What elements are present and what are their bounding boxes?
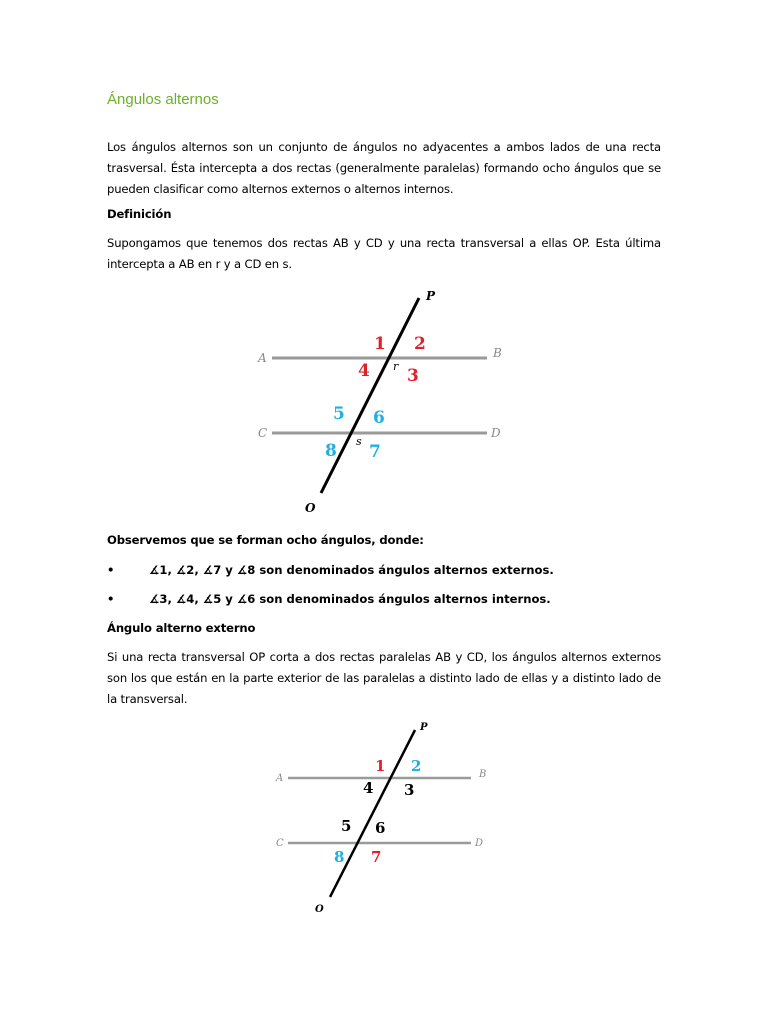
- point-p-label: P: [426, 289, 436, 303]
- angle-1-label: 1: [374, 334, 386, 354]
- angle-5-label-2: 5: [341, 817, 352, 835]
- angle-6-label: 6: [373, 408, 385, 428]
- angle-4-label: 4: [358, 361, 370, 381]
- angle-8-label-2: 8: [334, 848, 345, 866]
- external-heading: Ángulo alterno externo: [107, 621, 256, 635]
- angle-8-label: 8: [325, 441, 337, 461]
- observe-heading: Observemos que se forman ocho ángulos, donde:: [107, 533, 424, 547]
- point-b-label-2: B: [479, 769, 487, 780]
- definition-heading: Definición: [107, 207, 172, 221]
- angle-2-label-2: 2: [411, 757, 422, 775]
- point-d-label-2: D: [475, 838, 484, 849]
- angle-5-label: 5: [333, 404, 345, 424]
- point-s-label: s: [356, 435, 362, 448]
- point-c-label-2: C: [276, 838, 284, 849]
- bullet-text: ∡3, ∡4, ∡5 y ∡6 son denominados ángulos alternos internos.: [149, 592, 551, 606]
- bullet-item: [107, 560, 554, 581]
- bullet-text: ∡1, ∡2, ∡7 y ∡8 son denominados ángulos alternos externos.: [149, 563, 554, 577]
- transversal-op-2: [330, 730, 415, 897]
- angle-7-label-2: 7: [371, 848, 382, 866]
- angle-6-label-2: 6: [375, 819, 386, 837]
- point-a-label: A: [258, 351, 267, 365]
- point-o-label-2: O: [315, 904, 324, 915]
- angle-7-label: 7: [369, 442, 381, 462]
- definition-paragraph: Supongamos que tenemos dos rectas AB y CD y una recta transversal a ellas OP. Esta última intercepta a AB en r y a CD en s.: [107, 236, 661, 271]
- point-d-label: D: [491, 426, 501, 440]
- transversal-op: [321, 298, 419, 493]
- point-a-label-2: A: [276, 773, 284, 784]
- point-o-label: O: [305, 501, 316, 515]
- point-r-label: r: [393, 360, 399, 373]
- angle-3-label: 3: [407, 366, 419, 386]
- external-paragraph: Si una recta transversal OP corta a dos rectas paralelas AB y CD, los ángulos alternos externos son los que están en la parte exterior de las paralelas a distinto lado de ellas y a distinto lado de la transversal.: [107, 650, 661, 706]
- bullet-symbol: •: [107, 592, 115, 606]
- point-b-label: B: [493, 346, 502, 360]
- bullet-symbol: •: [107, 563, 115, 577]
- point-c-label: C: [258, 426, 268, 440]
- angle-1-label-2: 1: [375, 757, 386, 775]
- section-title: Ángulos alternos: [107, 91, 219, 108]
- angle-3-label-2: 3: [404, 781, 415, 799]
- point-p-label-2: P: [420, 722, 428, 733]
- bullet-item: [107, 589, 551, 610]
- angle-4-label-2: 4: [363, 779, 374, 797]
- intro-paragraph: Los ángulos alternos son un conjunto de ángulos no adyacentes a ambos lados de una recta trasversal. Ésta intercepta a dos rectas (generalmente paralelas) formando ocho ángulos que se pueden clasificar como alternos externos o alternos internos.: [107, 140, 661, 196]
- angle-2-label: 2: [414, 334, 426, 354]
